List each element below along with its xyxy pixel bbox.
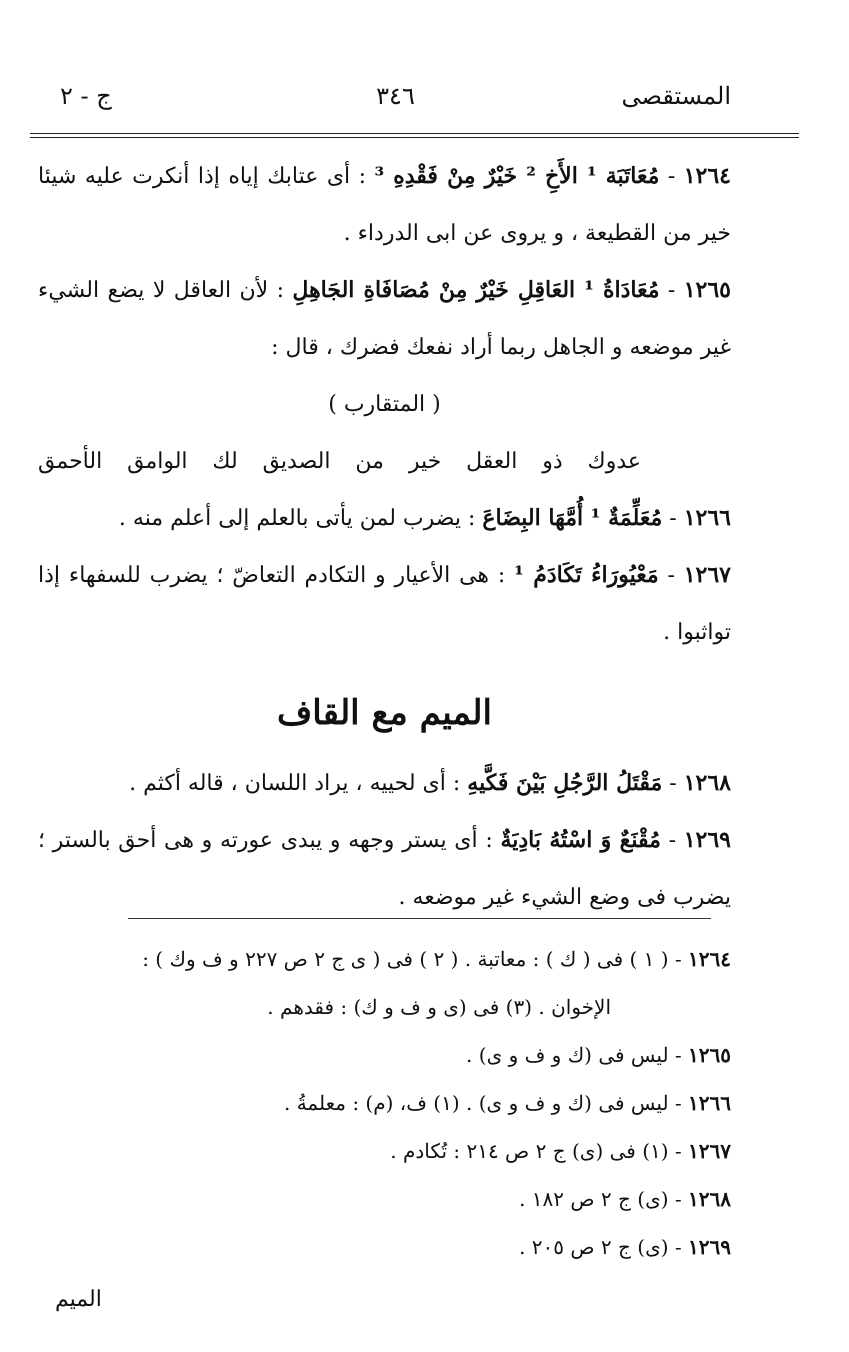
volume-label: ج - ٢ xyxy=(60,82,112,110)
page-number: ٣٤٦ xyxy=(376,82,415,110)
footnote-text: - (ى) ج ٢ ص ١٨٢ . xyxy=(519,1187,682,1211)
footnote-number: ١٢٦٨ xyxy=(688,1187,731,1211)
footnote-number: ١٢٦٤ xyxy=(688,947,731,971)
entry-number: ١٢٦٨ xyxy=(683,770,731,796)
proverb-phrase: مُقْنَعٌ وَ اسْتُهُ بَادِيَةٌ xyxy=(500,827,661,853)
proverb-entry: ١٢٦٨ - مَقْتَلُ الرَّجُلِ بَيْنَ فَكَّيهِ : أى لحييه ، يراد اللسان ، قاله أكثم . xyxy=(129,770,731,796)
entry-number: ١٢٦٧ xyxy=(683,562,731,588)
entry-number: ١٢٦٥ xyxy=(683,277,731,303)
entry-explanation: : أى لحييه ، يراد اللسان ، قاله أكثم . xyxy=(129,771,461,796)
catchword: الميم xyxy=(55,1287,102,1312)
footnote-text: - ( ١ ) فى ( ك ) : معاتبة . ( ٢ ) فى ( ى ج ٢ ص ٢٢٧ و ف وك ) : xyxy=(142,947,682,971)
header-rule xyxy=(30,133,799,134)
footnote-number: ١٢٦٦ xyxy=(688,1091,731,1115)
footnote-rule xyxy=(128,918,711,919)
footnotes xyxy=(30,935,731,1271)
proverb-phrase: مُعَلِّمَةٌ ¹ أُمَّهَا البِضَاعَ xyxy=(482,505,663,531)
book-title: المستقصى xyxy=(621,82,731,110)
entry-number: ١٢٦٩ xyxy=(683,827,731,853)
footnote-text: - ليس فى (ك و ف و ى) . (١) ف، (م) : معلمةُ . xyxy=(283,1091,682,1115)
entry-explanation: : أى عتابك إياه إذا أنكرت عليه شيئا خير من القطيعة ، و يروى عن ابى الدرداء . xyxy=(38,164,731,246)
proverb-entry: ١٢٦٦ - مُعَلِّمَةٌ ¹ أُمَّهَا البِضَاعَ : يضرب لمن يأتى بالعلم إلى أعلم منه . xyxy=(118,505,731,531)
footnote-text: الإخوان . (٣) فى (ى و ف و ك) : فقدهم . xyxy=(267,995,611,1019)
running-header xyxy=(60,82,731,122)
verse-line: عدوك ذو العقل خير من الصديق لك الوامق الأحمق xyxy=(38,449,641,474)
entry-explanation: : هى الأعيار و التكادم التعاضّ ؛ يضرب للسفهاء إذا تواثبوا . xyxy=(38,563,731,645)
footnote xyxy=(30,1175,731,1223)
poetic-meter: ( المتقارب ) xyxy=(328,392,441,417)
footnote-number: ١٢٦٩ xyxy=(688,1235,731,1259)
entry-explanation: : أى يستر وجهه و يبدى عورته و هى أحق بالستر ؛ يضرب فى وضع الشيء غير موضعه . xyxy=(38,828,731,910)
footnote-text: - (ى) ج ٢ ص ٢٠٥ . xyxy=(519,1235,682,1259)
proverb-phrase: مُعَادَاةُ ¹ العَاقِلِ خَيْرٌ مِنْ مُصَافَاةِ الجَاهِلِ xyxy=(292,277,660,303)
footnote-number: ١٢٦٥ xyxy=(688,1043,731,1067)
footnote-number: ١٢٦٧ xyxy=(688,1139,731,1163)
header-rule-thin xyxy=(30,137,799,138)
proverb-entry: ١٢٦٩ - مُقْنَعٌ وَ اسْتُهُ بَادِيَةٌ : أى يستر وجهه و يبدى عورته و هى أحق بالستر ؛ يضرب فى وضع الشيء غير موضعه . xyxy=(38,827,731,910)
proverb-entry: ١٢٦٥ - مُعَادَاةُ ¹ العَاقِلِ خَيْرٌ مِنْ مُصَافَاةِ الجَاهِلِ : لأن العاقل لا يضع الشيء غير موضعه و الجاهل ربما أراد نفعك فضرك ، قال : xyxy=(38,277,731,360)
entry-explanation: : لأن العاقل لا يضع الشيء غير موضعه و الجاهل ربما أراد نفعك فضرك ، قال : xyxy=(38,278,731,360)
footnote xyxy=(30,935,731,983)
main-text xyxy=(38,148,731,926)
entry-number: ١٢٦٤ xyxy=(683,163,731,189)
footnote xyxy=(30,1031,731,1079)
footnote-text: - ليس فى (ك و ف و ى) . xyxy=(466,1043,682,1067)
proverb-entry: ١٢٦٧ - مَعْيُورَاءُ تَكَادَمُ ¹ : هى الأعيار و التكادم التعاضّ ؛ يضرب للسفهاء إذا تواثبوا . xyxy=(38,562,731,645)
entry-explanation: : يضرب لمن يأتى بالعلم إلى أعلم منه . xyxy=(118,506,476,531)
proverb-entry: ١٢٦٤ - مُعَاتَبَة ¹ الأَخِ ² خَيْرٌ مِنْ فَقْدِهِ ³ : أى عتابك إياه إذا أنكرت عليه شيئا خير من القطيعة ، و يروى عن ابى الدرداء . xyxy=(38,163,731,246)
proverb-phrase: مُعَاتَبَة ¹ الأَخِ ² خَيْرٌ مِنْ فَقْدِهِ ³ xyxy=(374,163,660,189)
footnote-text: - (١) فى (ى) ج ٢ ص ٢١٤ : تُكادم . xyxy=(390,1139,682,1163)
entry-number: ١٢٦٦ xyxy=(683,505,731,531)
proverb-phrase: مَعْيُورَاءُ تَكَادَمُ ¹ xyxy=(514,562,659,588)
footnote xyxy=(30,1223,731,1271)
footnote xyxy=(30,1127,731,1175)
footnote xyxy=(30,1079,731,1127)
section-heading: الميم مع القاف xyxy=(277,693,492,733)
proverb-phrase: مَقْتَلُ الرَّجُلِ بَيْنَ فَكَّيهِ xyxy=(467,770,663,796)
footnote-continuation xyxy=(30,983,731,1031)
